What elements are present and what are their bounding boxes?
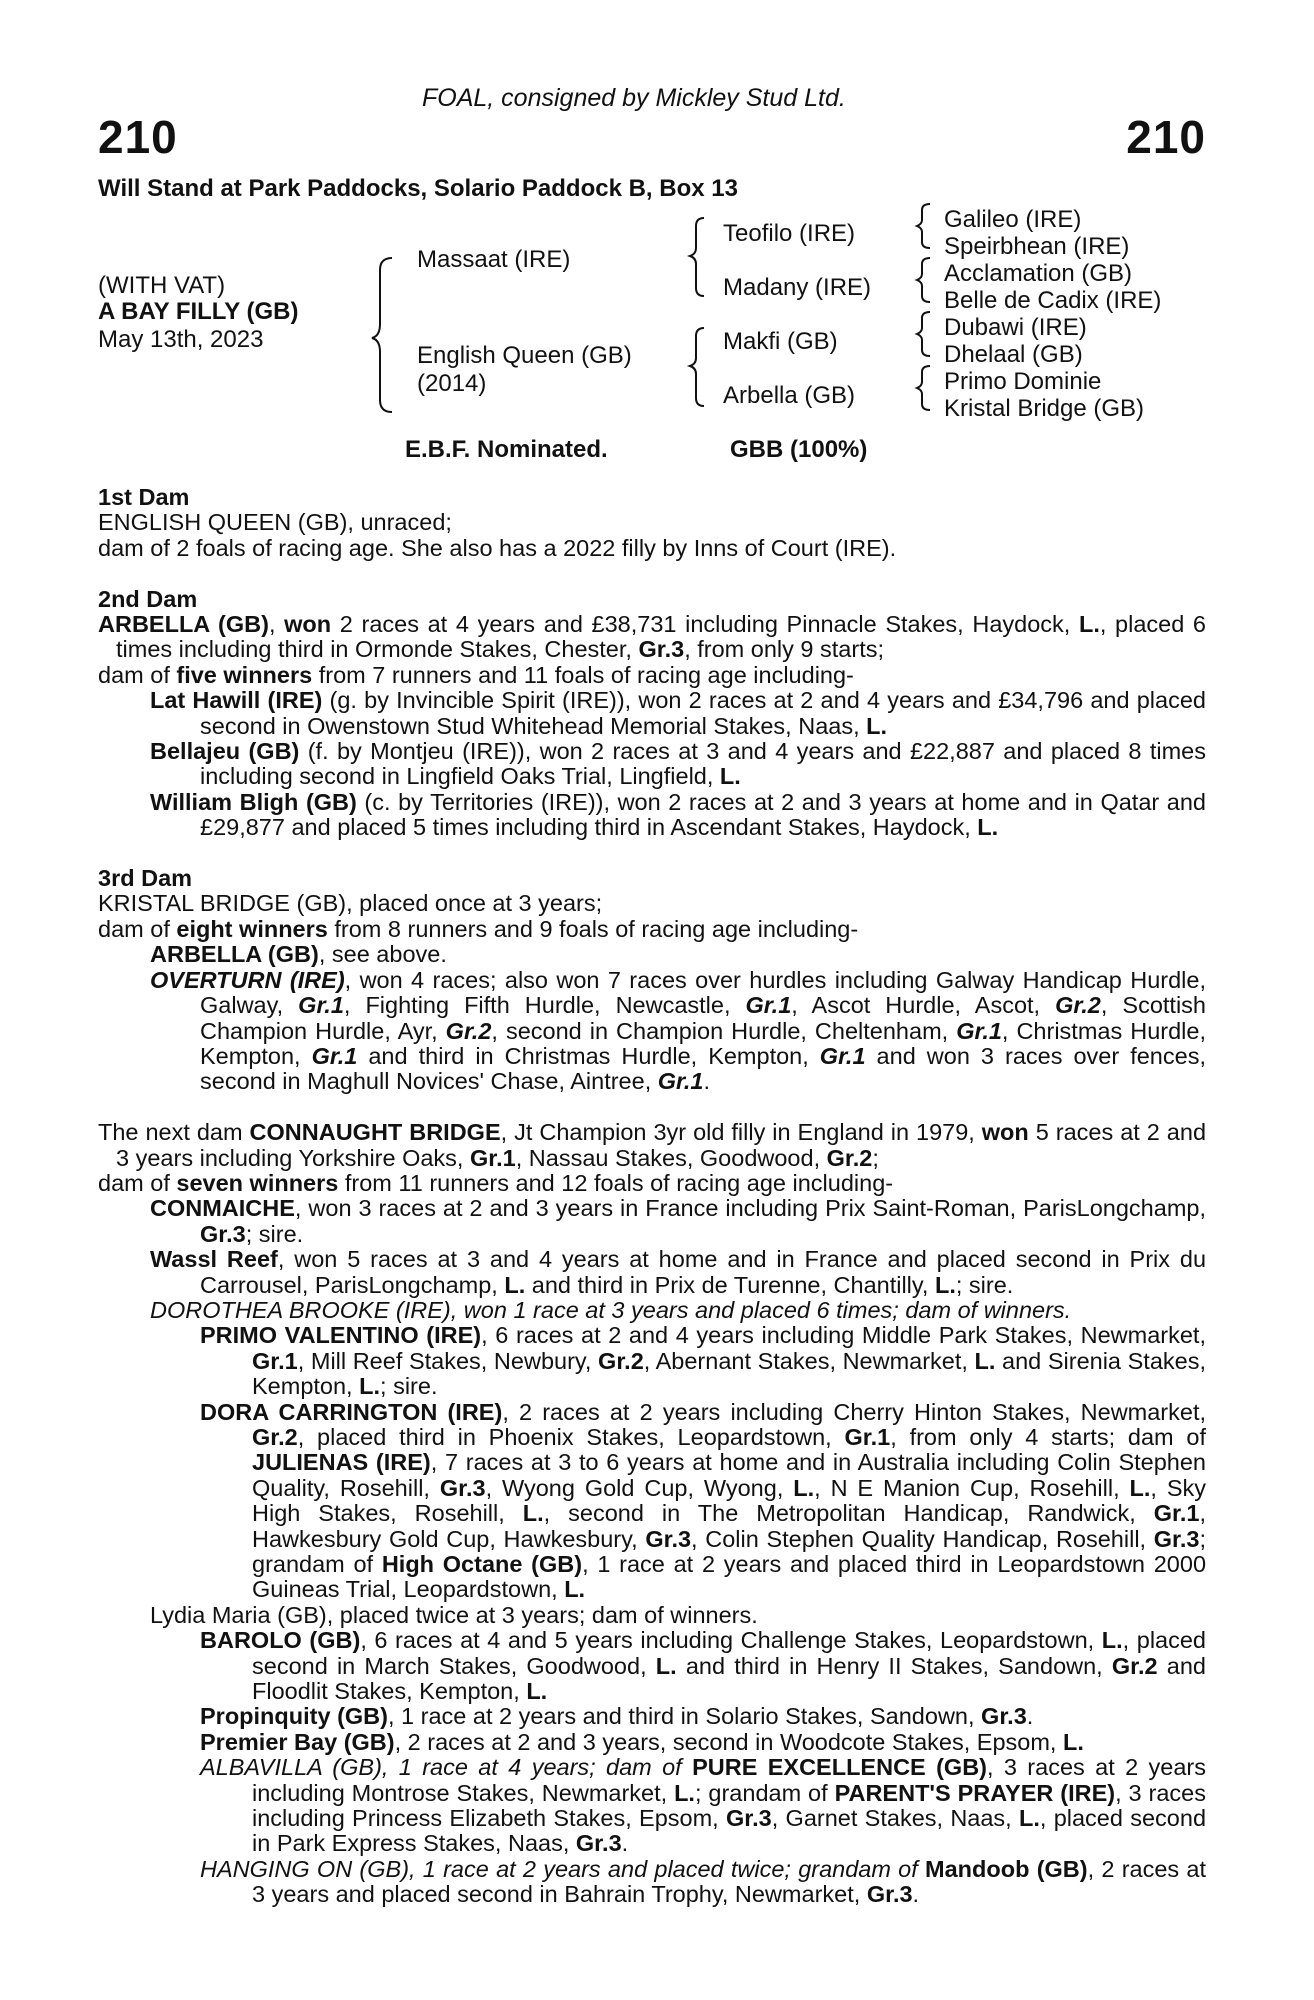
nextdam-lydia-maria: Lydia Maria (GB), placed twice at 3 years; dam of winners. <box>150 1601 758 1628</box>
dam2-william-bligh: William Bligh (GB) (c. by Territories (IRE)), won 2 races at 2 and 3 years at home and in Qatar and £29,877 and placed 5 times including third in Ascendant Stakes, Haydock, L. <box>150 788 1206 841</box>
dam2-lat-hawill: Lat Hawill (IRE) (g. by Invincible Spirit (IRE)), won 2 races at 2 and 4 years and £34,796 and placed second in Owenstown Stud Whitehead Memorial Stakes, Naas, L. <box>150 687 1206 739</box>
dam-dam: Arbella (GB) <box>723 382 856 409</box>
dam3-line1: KRISTAL BRIDGE (GB), placed once at 3 years; <box>98 890 603 917</box>
dam1-line2: dam of 2 foals of racing age. She also has a 2022 filly by Inns of Court (IRE). <box>98 534 897 561</box>
nextdam-produce: dam of seven winners from 11 runners and 12 foals of racing age including- <box>98 1169 894 1196</box>
gg-4: Belle de Cadix (IRE) <box>944 287 1162 314</box>
gg-6: Dhelaal (GB) <box>944 341 1083 368</box>
gg-8: Kristal Bridge (GB) <box>944 395 1145 422</box>
dam-sire: Makfi (GB) <box>723 328 838 355</box>
dam3-arbella: ARBELLA (GB), see above. <box>150 941 447 968</box>
dam2-title: 2nd Dam <box>98 585 198 612</box>
nextdam-primo-valentino: PRIMO VALENTINO (IRE), 6 races at 2 and 4 years including Middle Park Stakes, Newmarket, Gr.1, Mill Reef Stakes, Newbury, Gr.2, Abernant Stakes, Newmarket, L. and Sirenia Stakes, Kempton, L.; sire. <box>200 1322 1206 1400</box>
dam1-title: 1st Dam <box>98 484 190 510</box>
horse-dob: May 13th, 2023 <box>98 326 264 353</box>
dam3-overturn: OVERTURN (IRE), won 4 races; also won 7 races over hurdles including Galway Handicap Hurdle, Galway, Gr.1, Fighting Fifth Hurdle, Newcastle, Gr.1, Ascot Hurdle, Ascot, Gr.2, Scottish Champion Hurdle, Ayr, Gr.2, second in Champion Hurdle, Cheltenham, Gr.1, Christmas Hurdle, Kempton, Gr.1 and third in Christmas Hurdle, Kempton, Gr.1 and won 3 races over fences, second in Maghull Novices' Chase, Aintree, Gr.1. <box>150 966 1207 1095</box>
nextdam-dora-carrington: DORA CARRINGTON (IRE), 2 races at 2 years including Cherry Hinton Stakes, Newmarket, Gr.2, placed third in Phoenix Stakes, Leopardstown, Gr.1, from only 4 starts; dam of JULIENAS (IRE), 7 races at 3 to 6 years at home and in Australia including Colin Stephen Quality, Rosehill, Gr.3, Wyong Gold Cup, Wyong, L., N E Manion Cup, Rosehill, L., Sky High Stakes, Rosehill, L., second in The Metropolitan Handicap, Randwick, Gr.1, Hawkesbury Gold Cup, Hawkesbury, Gr.3, Colin Stephen Quality Handicap, Rosehill, Gr.3; grandam of High Octane (GB), 1 race at 2 years and placed third in Leopardstown 2000 Guineas Trial, Leopardstown, L. <box>200 1398 1207 1603</box>
dam2-entry: ARBELLA (GB), won 2 races at 4 years and £38,731 including Pinnacle Stakes, Haydock, L., placed 6 times including third in Ormonde Stakes, Chester, Gr.3, from only 9 starts; <box>98 611 1207 663</box>
sire-sire: Teofilo (IRE) <box>723 220 856 247</box>
nextdam-hanging-on: HANGING ON (GB), 1 race at 2 years and placed twice; grandam of Mandoob (GB), 2 races at 3 years and placed second in Bahrain Trophy, Newmarket, Gr.3. <box>200 1855 1207 1908</box>
horse-name: A BAY FILLY (GB) <box>98 298 299 325</box>
nextdam-conmaiche: CONMAICHE, won 3 races at 2 and 3 years in France including Prix Saint-Roman, ParisLongchamp, Gr.3; sire. <box>150 1195 1206 1247</box>
gg-5: Dubawi (IRE) <box>944 314 1087 341</box>
dam-name: English Queen (GB) <box>417 342 632 369</box>
catalogue-body <box>98 485 1206 1908</box>
nextdam-barolo: BAROLO (GB), 6 races at 4 and 5 years including Challenge Stakes, Leopardstown, L., placed second in March Stakes, Goodwood, L. and third in Henry II Stakes, Sandown, Gr.2 and Floodlit Stakes, Kempton, L. <box>200 1627 1207 1705</box>
ebf-badge: E.B.F. Nominated. <box>405 436 608 463</box>
lot-number-left: 210 <box>98 111 178 163</box>
dam3-produce: dam of eight winners from 8 runners and 9 foals of racing age including- <box>98 915 859 942</box>
stand-location: Will Stand at Park Paddocks, Solario Paddock B, Box 13 <box>98 175 738 202</box>
dam3-title: 3rd Dam <box>98 865 193 892</box>
nextdam-entry: The next dam CONNAUGHT BRIDGE, Jt Champion 3yr old filly in England in 1979, won 5 races at 2 and 3 years including Yorkshire Oaks, Gr.1, Nassau Stakes, Goodwood, Gr.2; <box>98 1119 1207 1171</box>
gg-7: Primo Dominie <box>944 368 1102 395</box>
sire-dam: Madany (IRE) <box>723 274 872 301</box>
gbb-badge: GBB (100%) <box>730 436 868 463</box>
vat-label: (WITH VAT) <box>98 272 226 299</box>
pedigree-braces <box>0 0 1314 460</box>
nextdam-albavilla: ALBAVILLA (GB), 1 race at 4 years; dam of PURE EXCELLENCE (GB), 3 races at 2 years including Montrose Stakes, Newmarket, L.; grandam of PARENT'S PRAYER (IRE), 3 races including Princess Elizabeth Stakes, Epsom, Gr.3, Garnet Stakes, Naas, L., placed second in Park Express Stakes, Naas, Gr.3. <box>200 1754 1207 1857</box>
gg-1: Galileo (IRE) <box>944 206 1082 233</box>
nextdam-propinquity: Propinquity (GB), 1 race at 2 years and third in Solario Stakes, Sandown, Gr.3. <box>200 1703 1034 1730</box>
dam1-line1: ENGLISH QUEEN (GB), unraced; <box>98 509 452 536</box>
gg-3: Acclamation (GB) <box>944 260 1133 287</box>
gg-2: Speirbhean (IRE) <box>944 233 1130 260</box>
nextdam-wassl-reef: Wassl Reef, won 5 races at 3 and 4 years at home and in France and placed second in Prix du Carrousel, ParisLongchamp, L. and third in Prix de Turenne, Chantilly, L.; sire. <box>150 1246 1207 1298</box>
consignor-line: FOAL, consigned by Mickley Stud Ltd. <box>422 84 846 112</box>
lot-number-right: 210 <box>1126 111 1206 163</box>
dam2-produce: dam of five winners from 7 runners and 11 foals of racing age including- <box>98 661 854 688</box>
nextdam-premier-bay: Premier Bay (GB), 2 races at 2 and 3 years, second in Woodcote Stakes, Epsom, L. <box>200 1728 1084 1755</box>
dam2-bellajeu: Bellajeu (GB) (f. by Montjeu (IRE)), won 2 races at 3 and 4 years and £22,887 and placed 8 times including second in Lingfield Oaks Trial, Lingfield, L. <box>150 738 1206 790</box>
nextdam-dorothea-brooke: DOROTHEA BROOKE (IRE), won 1 race at 3 years and placed 6 times; dam of winners. <box>150 1296 1072 1323</box>
dam-year: (2014) <box>417 370 487 397</box>
sire-name: Massaat (IRE) <box>417 246 571 273</box>
